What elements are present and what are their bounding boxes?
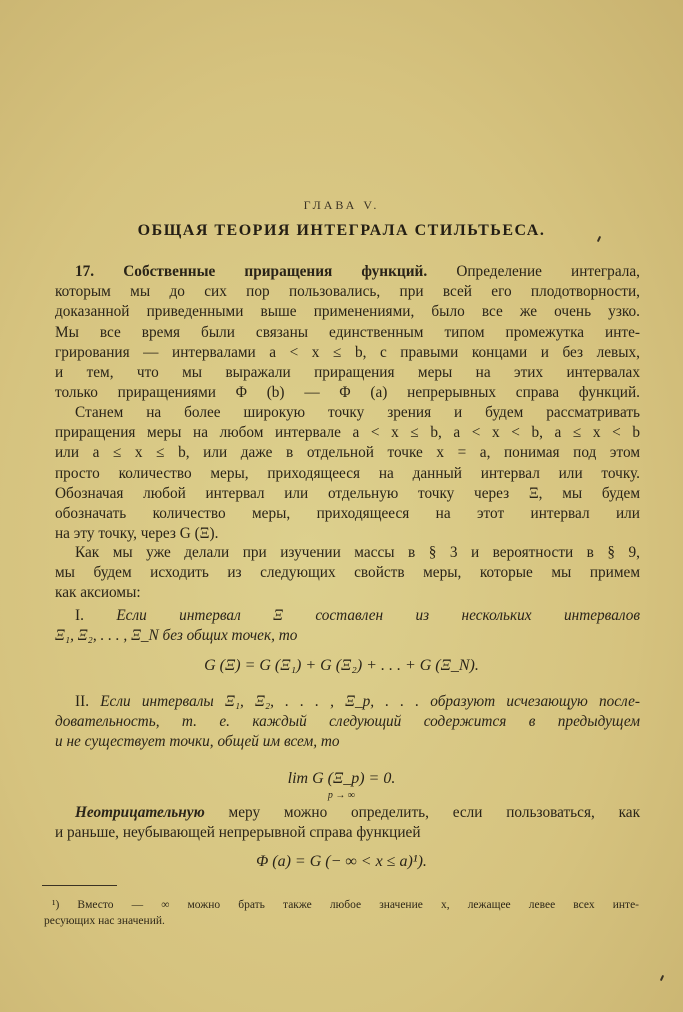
page-speck bbox=[660, 975, 664, 981]
axiom-label: II. bbox=[75, 693, 90, 710]
formula-additivity: G (Ξ) = G (Ξ₁) + G (Ξ₂) + . . . + G (Ξ_N). bbox=[204, 657, 479, 674]
text-line: которым мы до сих пор пользовались, при всей его плодотворности, bbox=[55, 283, 640, 301]
axiom-2 bbox=[55, 692, 640, 753]
section-heading: Собственные приращения функций. bbox=[123, 263, 428, 280]
text-line: Ξ₁, Ξ₂, . . . , Ξ_N без общих точек, то bbox=[55, 627, 298, 645]
text-line: I. Если интервал Ξ составлен из нескольких интервалов bbox=[75, 607, 641, 624]
text-line: довательность, т. е. каждый следующий содержится в предыдущем bbox=[55, 713, 640, 731]
text-line: только приращениями Φ (b) — Φ (a) непрерывных справа функций. bbox=[55, 384, 640, 402]
text-line: обозначать количество меры, приходящееся на этот интервал или bbox=[55, 505, 640, 523]
section-number: 17. bbox=[75, 263, 95, 280]
paragraph-2 bbox=[55, 403, 640, 544]
axiom-1 bbox=[55, 606, 640, 646]
text-line: 17. Собственные приращения функций. Определение интеграла, bbox=[75, 263, 640, 280]
footnote-marker: ¹) bbox=[52, 899, 60, 911]
text-line: Станем на более широкую точку зрения и будем рассматривать bbox=[75, 404, 640, 421]
text-line: Обозначая любой интервал или отдельную точку через Ξ, мы будем bbox=[55, 484, 640, 502]
text-line: или a ≤ x ≤ b, или даже в отдельной точке x = a, понимая под этом bbox=[55, 444, 640, 462]
footnote bbox=[44, 897, 639, 929]
text-line: Как мы уже делали при изучении массы в § 3 и вероятности в § 9, bbox=[75, 544, 640, 561]
text-line: приращения меры на любом интервале a < x ≤ b, a < x < b, a ≤ x < b bbox=[55, 424, 640, 442]
text-line: и не существует точки, общей им всем, то bbox=[55, 733, 340, 751]
text-line: и раньше, неубывающей непрерывной справа функцией bbox=[55, 824, 421, 842]
formula-phi: Φ (a) = G (− ∞ < x ≤ a)¹). bbox=[256, 853, 427, 870]
paragraph-3 bbox=[55, 543, 640, 604]
text-line: ресующих нас значений. bbox=[44, 915, 165, 927]
text-line: мы будем исходить из следующих свойств меры, которые мы примем bbox=[55, 564, 640, 582]
text-line: II. Если интервалы Ξ₁, Ξ₂, . . . , Ξ_p, . . . образуют исчезающую после- bbox=[75, 693, 640, 710]
text-line: и тем, что мы выражали приращения меры на этих интервалах bbox=[55, 364, 640, 382]
chapter-label: ГЛАВА V. bbox=[303, 198, 380, 212]
text-line: грирования — интервалами a < x ≤ b, с правыми концами и без левых, bbox=[55, 343, 640, 361]
axiom-label: I. bbox=[75, 607, 84, 624]
text-line: на эту точку, через G (Ξ). bbox=[55, 525, 219, 543]
paragraph-1 bbox=[55, 262, 640, 403]
text-line: Мы все время были связаны единственным типом промежутка инте- bbox=[55, 323, 640, 341]
emphasis-word: Неотрицательную bbox=[75, 804, 205, 821]
formula-limit-subscript: p → ∞ bbox=[327, 790, 356, 801]
paragraph-4 bbox=[55, 803, 640, 843]
footnote-divider bbox=[42, 885, 117, 886]
text-line: ¹) Вместо — ∞ можно брать также любое значение x, лежащее левее всех инте- bbox=[52, 899, 639, 911]
text-line: как аксиомы: bbox=[55, 584, 141, 602]
text-line: просто количество меры, приходящееся на данный интервал или точку. bbox=[55, 464, 640, 482]
text-line: доказанной приведенными выше применениями, было все же очень узко. bbox=[55, 303, 640, 321]
formula-limit: lim G (Ξ_p) = 0. bbox=[287, 770, 396, 787]
chapter-title: ОБЩАЯ ТЕОРИЯ ИНТЕГРАЛА СТИЛЬТЬЕСА. bbox=[137, 222, 546, 239]
text-line: Неотрицательную меру можно определить, если пользоваться, как bbox=[75, 804, 641, 821]
